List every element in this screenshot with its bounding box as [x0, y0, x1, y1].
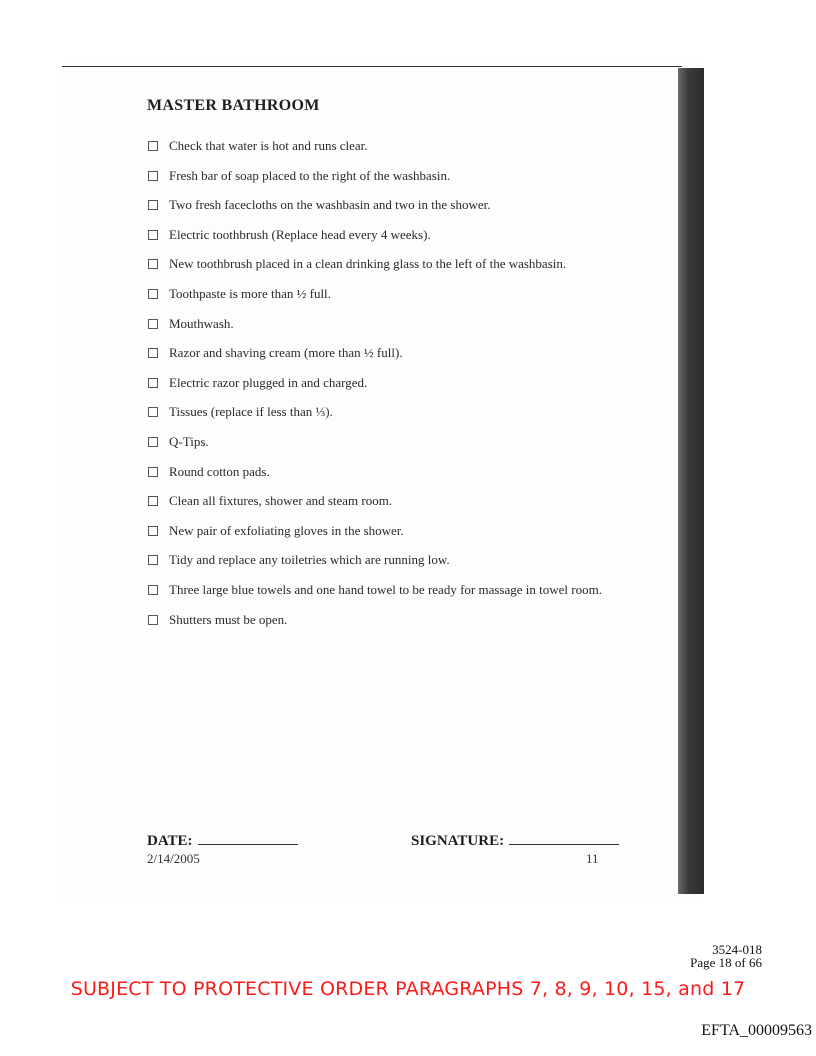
checkbox-icon: [148, 378, 158, 388]
checklist-item-text: Electric toothbrush (Replace head every 4 weeks).: [169, 226, 431, 242]
checklist-item: [147, 316, 602, 346]
bates-stamp: [690, 943, 762, 969]
checklist-item-text: New toothbrush placed in a clean drinking glass to the left of the washbasin.: [169, 256, 567, 272]
checklist-item: [147, 138, 602, 168]
checklist-item: [147, 582, 602, 612]
checklist-item-text: Electric razor plugged in and charged.: [169, 374, 368, 390]
scan-binding-shadow: [678, 68, 704, 894]
checklist-item-text: Razor and shaving cream (more than ½ full).: [169, 345, 403, 361]
section-heading: MASTER BATHROOM: [147, 97, 320, 114]
bates-number: 3524-018: [712, 942, 762, 957]
date-field: [147, 833, 298, 850]
protective-order-notice: SUBJECT TO PROTECTIVE ORDER PARAGRAPHS 7, 8, 9, 10, 15, and 17: [70, 978, 746, 1000]
checklist-item: [147, 256, 602, 286]
checkbox-icon: [148, 141, 158, 151]
checkbox-icon: [148, 230, 158, 240]
checklist-item: [147, 404, 602, 434]
checklist-item-text: Tidy and replace any toiletries which are running low.: [169, 552, 450, 568]
checklist-item-text: Two fresh facecloths on the washbasin and two in the shower.: [169, 197, 491, 213]
checkbox-icon: [148, 555, 158, 565]
checklist-item: [147, 345, 602, 375]
checkbox-icon: [148, 496, 158, 506]
checkbox-icon: [148, 467, 158, 477]
checklist-item: [147, 197, 602, 227]
checklist-item-text: Clean all fixtures, shower and steam room.: [169, 493, 393, 509]
checklist-item-text: New pair of exfoliating gloves in the shower.: [169, 522, 404, 538]
checkbox-icon: [148, 289, 158, 299]
checklist-item-text: Q-Tips.: [169, 433, 209, 449]
checkbox-icon: [148, 615, 158, 625]
checklist-item: [147, 612, 602, 642]
checklist: [147, 138, 602, 641]
checklist-item-text: Mouthwash.: [169, 315, 234, 331]
document-date: 2/14/2005: [147, 851, 200, 866]
checkbox-icon: [148, 526, 158, 536]
checkbox-icon: [148, 200, 158, 210]
checklist-item: [147, 168, 602, 198]
checkbox-icon: [148, 171, 158, 181]
date-blank-line: [198, 844, 298, 845]
checkbox-icon: [148, 407, 158, 417]
checklist-item: [147, 227, 602, 257]
checklist-item-text: Tissues (replace if less than ⅓).: [169, 404, 333, 420]
efta-identifier: EFTA_00009563: [701, 1022, 812, 1039]
date-label: DATE:: [147, 833, 193, 849]
checkbox-icon: [148, 259, 158, 269]
checklist-item-text: Shutters must be open.: [169, 611, 288, 627]
checklist-item: [147, 523, 602, 553]
signature-label: SIGNATURE:: [411, 833, 505, 849]
scan-top-edge: [62, 66, 682, 67]
checklist-item: [147, 552, 602, 582]
checklist-item-text: Fresh bar of soap placed to the right of the washbasin.: [169, 167, 451, 183]
checklist-item-text: Round cotton pads.: [169, 463, 270, 479]
checklist-item: [147, 434, 602, 464]
checklist-item-text: Check that water is hot and runs clear.: [169, 138, 368, 153]
checklist-item: [147, 493, 602, 523]
checkbox-icon: [148, 319, 158, 329]
checklist-item: [147, 286, 602, 316]
checklist-item-text: Three large blue towels and one hand towel to be ready for massage in towel room.: [169, 581, 602, 597]
signature-field: [411, 833, 619, 850]
checkbox-icon: [148, 437, 158, 447]
checklist-item: [147, 375, 602, 405]
checklist-item-text: Toothpaste is more than ½ full.: [169, 285, 331, 301]
checklist-item: [147, 464, 602, 494]
page-number: 11: [586, 851, 599, 866]
signature-blank-line: [509, 844, 619, 845]
checkbox-icon: [148, 348, 158, 358]
checkbox-icon: [148, 585, 158, 595]
bates-page-label: Page 18 of 66: [690, 955, 762, 970]
